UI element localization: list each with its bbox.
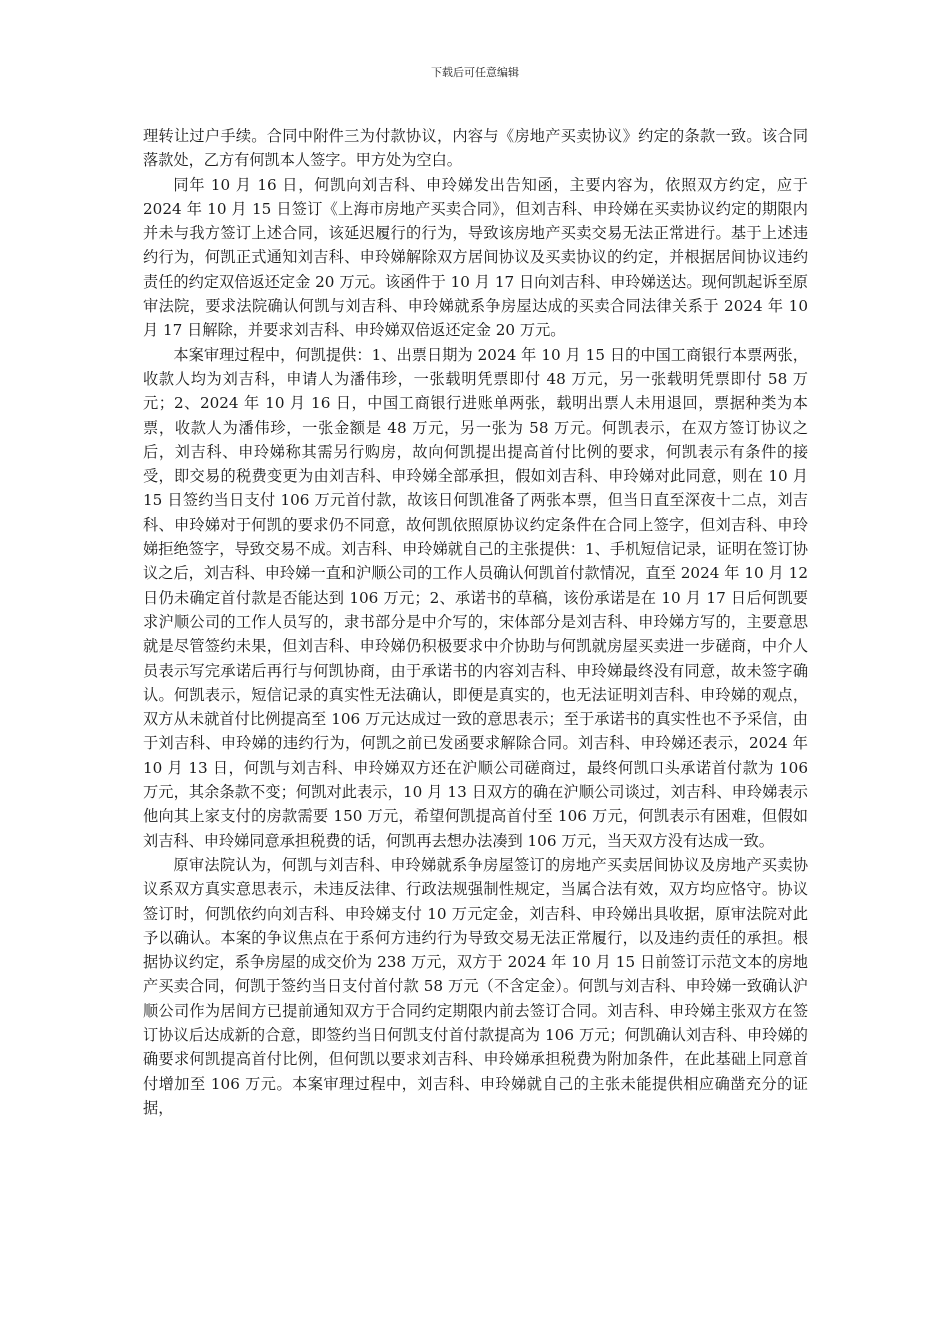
paragraph-2: 同年 10 月 16 日，何凯向刘吉科、申玲娣发出告知函，主要内容为，依照双方约定，应于 2024 年 10 月 15 日签订《上海市房地产买卖合同》，但刘吉科、申玲娣在买卖协议约定的期限内并未与我方签订上述合同，该延迟履行的行为，导致该房地产买卖交易无法正常进行。基于上述违约行为，何凯正式通知刘吉科、申玲娣解除双方居间协议及买卖协议的约定，并根据居间协议违约责任的约定双倍返还定金 20 万元。该函件于 10 月 17 日向刘吉科、申玲娣送达。现何凯起诉至原审法院，要求法院确认何凯与刘吉科、申玲娣就系争房屋达成的买卖合同法律关系于 2024 年 10 月 17 日解除，并要求刘吉科、申玲娣双倍返还定金 20 万元。 [143, 175, 808, 340]
page-header: 下载后可任意编辑 [431, 66, 519, 79]
paragraph-1: 理转让过户手续。合同中附件三为付款协议，内容与《房地产买卖协议》约定的条款一致。该合同落款处，乙方有何凯本人签字。甲方处为空白。 [143, 127, 808, 170]
paragraph-3: 本案审理过程中，何凯提供：1、出票日期为 2024 年 10 月 15 日的中国工商银行本票两张，收款人均为刘吉科，申请人为潘伟珍，一张载明凭票即付 48 万元，另一张载明凭票即付 58 万元；2、2024 年 10 月 16 日，中国工商银行进账单两张，载明出票人未用退回，票据种类为本票，收款人为潘伟珍，一张金额是 48 万元，另一张为 58 万元。何凯表示，在双方签订协议之后，刘吉科、申玲娣称其需另行购房，故向何凯提出提高首付比例的要求，何凯表示有条件的接受，即交易的税费变更为由刘吉科、申玲娣全部承担，假如刘吉科、申玲娣对此同意，则在 10 月 15 日签约当日支付 106 万元首付款，故该日何凯准备了两张本票，但当日直至深夜十二点，刘吉科、申玲娣对于何凯的要求仍不同意，故何凯依照原协议约定条件在合同上签字，但刘吉科、申玲娣拒绝签字，导致交易不成。刘吉科、申玲娣就自己的主张提供：1、手机短信记录，证明在签订协议之后，刘吉科、申玲娣一直和沪顺公司的工作人员确认何凯首付款情况，直至 2024 年 10 月 12 日仍未确定首付款是否能达到 106 万元；2、承诺书的草稿，该份承诺是在 10 月 17 日后何凯要求沪顺公司的工作人员写的，隶书部分是中介写的，宋体部分是刘吉科、申玲娣方写的，主要意思就是尽管签约未果，但刘吉科、申玲娣仍积极要求中介协助与何凯就房屋买卖进一步磋商，中介人员表示写完承诺后再行与何凯协商，由于承诺书的内容刘吉科、申玲娣最终没有同意，故未签字确认。何凯表示，短信记录的真实性无法确认，即便是真实的，也无法证明刘吉科、申玲娣的观点，双方从未就首付比例提高至 106 万元达成过一致的意思表示；至于承诺书的真实性也不予采信，由于刘吉科、申玲娣的违约行为，何凯之前已发函要求解除合同。刘吉科、申玲娣还表示，2024 年 10 月 13 日，何凯与刘吉科、申玲娣双方还在沪顺公司磋商过，最终何凯口头承诺首付款为 106 万元，其余条款不变；何凯对此表示，10 月 13 日双方的确在沪顺公司谈过，刘吉科、申玲娣表示他向其上家支付的房款需要 150 万元，希望何凯提高首付至 106 万元，何凯表示有困难，但假如刘吉科、申玲娣同意承担税费的话，何凯再去想办法凑到 106 万元，当天双方没有达成一致。 [143, 345, 808, 850]
document-body [143, 124, 808, 1120]
paragraph-4: 原审法院认为，何凯与刘吉科、申玲娣就系争房屋签订的房地产买卖居间协议及房地产买卖协议系双方真实意思表示，未违反法律、行政法规强制性规定，当属合法有效，双方均应恪守。协议签订时，何凯依约向刘吉科、申玲娣支付 10 万元定金，刘吉科、申玲娣出具收据，原审法院对此予以确认。本案的争议焦点在于系何方违约行为导致交易无法正常履行，以及违约责任的承担。根据协议约定，系争房屋的成交价为 238 万元，双方于 2024 年 10 月 15 日前签订示范文本的房地产买卖合同，何凯于签约当日支付首付款 58 万元（不含定金）。何凯与刘吉科、申玲娣一致确认沪顺公司作为居间方已提前通知双方于合同约定期限内前去签订合同。刘吉科、申玲娣主张双方在签订协议后达成新的合意，即签约当日何凯支付首付款提高为 106 万元；何凯确认刘吉科、申玲娣的确要求何凯提高首付比例，但何凯以要求刘吉科、申玲娣承担税费为附加条件，在此基础上同意首付增加至 106 万元。本案审理过程中，刘吉科、申玲娣就自己的主张未能提供相应确凿充分的证据， [143, 855, 808, 1117]
